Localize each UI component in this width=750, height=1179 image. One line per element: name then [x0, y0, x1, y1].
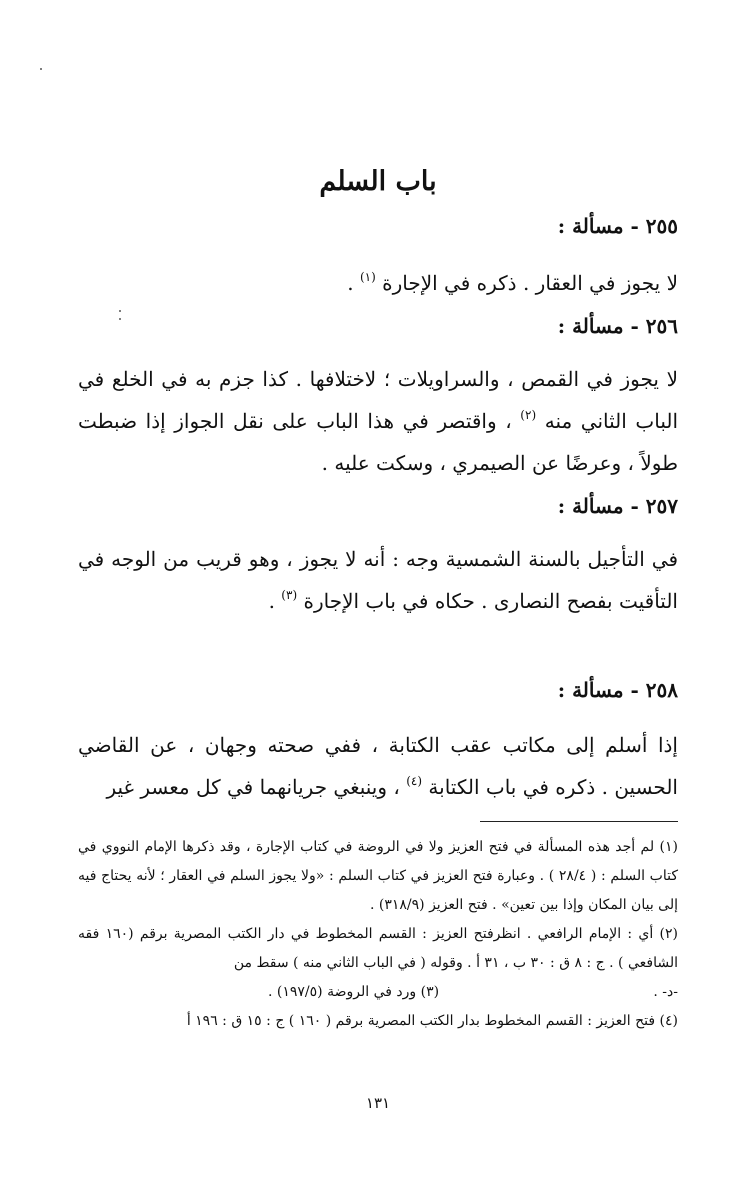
book-page: [78, 0, 678, 1179]
footnotes: [78, 833, 678, 1036]
issue-heading: ٢٥٥ - مسألة :: [557, 214, 678, 238]
footnote-separator: [480, 821, 678, 822]
footnote-2: (٢) أي : الإمام الرافعي . انظرفتح العزيز : القسم المخطوط في دار الكتب المصرية برقم (١٦٠ فقه الشافعي ) . ج : ٨ ق : ٣٠ ب ، ٣١ أ . وقوله ( في الباب الثاني منه ) سقط من: [78, 926, 679, 971]
issue-text: في التأجيل بالسنة الشمسية وجه : أنه لا يجوز ، وهو قريب من الوجه في التأقيت بفصح النصارى . حكاه في باب الإجارة: [78, 547, 678, 613]
issue-text: لا يجوز في العقار . ذكره في الإجارة: [382, 271, 678, 295]
issue-body: [78, 262, 678, 304]
issue-heading: ٢٥٨ - مسألة :: [557, 678, 678, 702]
issue-text: إذا أسلم إلى مكاتب عقب الكتابة ، ففي صحته وجهان ، عن القاضي الحسين . ذكره في باب الكتابة: [78, 733, 678, 799]
chapter-title: باب السلم: [319, 166, 437, 197]
footnote-3: (٣) ورد في الروضة (١٩٧/٥) .: [268, 984, 440, 1000]
scan-speck: [40, 68, 42, 70]
issue-heading: ٢٥٦ - مسألة :: [557, 314, 678, 338]
issue-body: [78, 538, 678, 622]
footnote-ref[interactable]: (٤): [406, 774, 423, 788]
footnote-line: [78, 978, 678, 1007]
footnote-4: (٤) فتح العزيز : القسم المخطوط بدار الكتب المصرية برقم ( ١٦٠ ) ج : ١٥ ق : ١٩٦ أ: [186, 1013, 678, 1029]
issue-body: [78, 724, 678, 808]
footnote-ref[interactable]: (١): [359, 270, 376, 284]
page-number: ١٣١: [365, 1094, 391, 1112]
issue-heading: ٢٥٧ - مسألة :: [557, 494, 678, 518]
footnote-ref[interactable]: (٣): [281, 588, 298, 602]
issue-text-after: ، واقتصر في هذا الباب على نقل الجواز إذا ضبطت طولاً ، وعرضًا عن الصيمري ، وسكت عليه .: [78, 409, 678, 475]
footnote-1: (١) لم أجد هذه المسألة في فتح العزيز ولا في الروضة في كتاب الإجارة ، وقد ذكرها الإمام النووي في كتاب السلم : ( ٢٨/٤ ) . وعبارة فتح العزيز في كتاب السلم : «ولا يجوز السلم في العقار ؛ لأنه يحتاج فيه إلى بيان المكان وإذا بين تعين» . فتح العزيز (٣١٨/٩) .: [78, 839, 678, 913]
footnote-ref[interactable]: (٢): [520, 408, 537, 422]
footnote-2-end: -د- .: [653, 984, 678, 1000]
issue-text: لا يجوز في القمص ، والسراويلات ؛ لاختلافها . كذا جزم به في الخلع في الباب الثاني منه: [78, 367, 679, 433]
issue-text-after: .: [347, 271, 360, 295]
issue-text-after: .: [268, 589, 282, 613]
issue-text-after: ، وينبغي جريانهما في كل معسر غير: [106, 775, 407, 799]
issue-body: [78, 358, 678, 484]
